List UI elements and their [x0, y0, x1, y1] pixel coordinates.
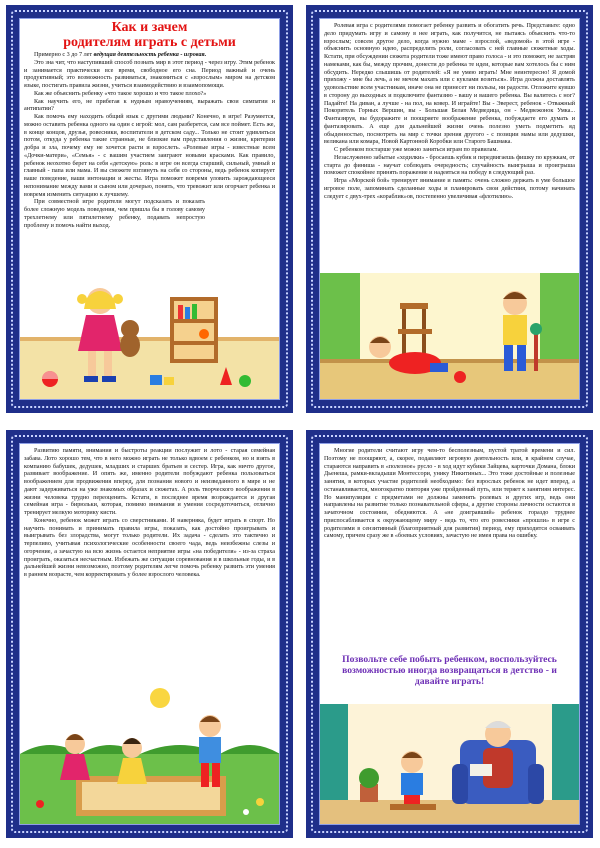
panel-content	[19, 18, 280, 400]
panel-content	[319, 18, 580, 400]
article-text	[24, 52, 275, 230]
panel-role-play	[306, 5, 593, 413]
article-text	[324, 23, 575, 201]
paragraph: Развитию памяти, внимания и быстроты реакции послужит и лото - старая семейная забава. Лото хорошо тем, что в него можно играть не только вдвоем с ребенком, но и взять в компанию бабушек, дедушек, младших и старших братьев и сестер. Игра, как ничто другое, развивает воображение. И опять же, именно родители побуждают ребенка пользоваться воображением для продвижения вперед, для познания нового и неизведанного в мире и не дают задерживаться на уже знакомых образах и сюжетах. А роль творческого воображения в жизни человека трудно переоценить. Кстати, в последнее время возрождается и другая семейная игра - бирюльки, которая, помимо внимания и умения сосредоточиться, отлично тренирует мелкую моторику кисти.	[24, 448, 275, 516]
page-title	[20, 20, 279, 50]
title-line: Как и зачем	[111, 20, 188, 35]
intro-paragraph	[24, 52, 275, 60]
paragraph: Это зна чит, что наступивший способ познать мир в этот период - через игру. Этим ребенок и занимается практически все время, свободное его сна. Период важный и очень продуктивный; это возможность развиваться, знакомиться с «взрослым» миром на детском языке, постигать правила жизни, учиться взаимодействию и взаимопомощи.	[24, 59, 275, 89]
title-line: родителям играть с детьми	[63, 35, 236, 50]
panel-play-with-child	[306, 430, 593, 838]
kids-sandbox-illustration	[20, 684, 280, 824]
paragraph: При совместной игре родители могут подсказать и показать более сложную модель поведения, чем пришла бы в голову самому трехлетнему или пятилетнему ребенку, подавать непростую проблему и помочь найти выход.	[24, 199, 205, 229]
paragraph: Конечно, ребенок может играть со сверстниками. И наверняка, будет играть в спорт. Но научить понимать и принимать правила игры, показать, как достойно проигрывать и выигрывать без злорадства, могут только родители. Их задача - сделать это тактично и терпеливо, учитывая психологические особенности своего чада, ведь неизбежны слезы и огорчение, а зачастую на всю жизнь остается неприятие игры «на победителя» - из-за страха проиграть, оказаться несчастным. Избежать же ситуации соревнования и в школьные годы, и в дальнейшей жизни невозможно, поэтому родителям легче помочь ребенку развить эти умения в раннем возрасте, чем корректировать у более взрослого человека.	[24, 517, 275, 578]
paragraph: Многие родители считают игру чем-то бесполезным, пустой тратой времени и сил. Поэтому не поощряют, а, скорее, подавляют игровую деятельность или, в крайнем случае, стараются направить в «полезное» русло - в ход идут кубики Зайцева, карточки Домана, блоки Дьенеша, рамки-вкладыши Монтессори, унику Никитиных... Это тоже достойные и полезные занятия, в которых участие родителей необходимо: без взрослых ребенок не идет вперед, а останавливается, многократно повторяя уже пройденный путь, или теряет к занятиям интерес. Но манипуляции с предметами не должны заменять ролевых и других игр, ведь они направлены на развитие только познавательной сферы, а другие стороны личности остаются в зачаточном состоянии, обедняются. А «не доигравший» ребенок гораздо труднее приспосабливается к окружающему миру - ведь то, что его ровесники «прошли» в игре с родителями в сензитивный (благоприятный для развития) период, ему приходится осваивать самому, причем сразу же в «боевых условиях, зачастую не имея права на ошибку.	[324, 448, 575, 540]
intro-emphasis: ведущая деятельность ребенка - игровая.	[93, 52, 207, 58]
paragraph: С ребенком постарше уже можно заняться играм по правилам.	[334, 147, 498, 153]
closing-appeal: Позвольте себе побыть ребенком, воспользуйтесь возможностью иногда возвращаться в детство - и давайте играть!	[342, 654, 557, 687]
paragraph: Как же объяснить ребенку «что такое хорошо и что такое плохо?»	[34, 90, 207, 97]
paragraph: Ролевая игра с родителями помогает ребенку развить и обогатить речь. Представьте: одно дело придумать игру и самому в нее играть, как получится, не пытаясь объяснить что-то взрослым; совсем другое дело, когда нужно маме - взрослой, «ведомой» в этой игре - объяснить основную идею, распределить роли, согласовать с ней главные сюжетные ходы. Кстати, при обсуждении сюжета родители тоже имеют право голоса - и это поможет, не застряв намеками, как бы, между прочим, донести до ребенка те идеи, которые вам хотелось бы с ним обсудить. Нередко слышишь от родителей: «Я не умею играть! Мне неинтересно! Я домой прихожу - мне бы лечь, а не мечом махать или с куклами возиться». Игра должна доставлять удовольствие всем участникам, иначе она не принесет ни пользы, ни радости. Отложите кувшо в сторону до выходных и подключите фантазию - вашу и вашего ребенка. Вы валитесь с ног? Падайте! На диван, а лучше - на пол, на ковер. И играйте! Вы - Эверест, ребенок - Отважный Покоритель Горных Вершин, вы - Большая Белая Медведица, он - Медвежонок Умка... Фантазируя, вы будоражите и поощряете воображение ребенка, побуждаете его думать и фантазировать. А еще для дальнейшей жизни очень полезно уметь подметить яд обыденностью, посмотреть на мир с точки зрения другого - с позиции мамы или дедушки, великана или комара, Новой Картонной Коробки или Старого Башмака.	[324, 23, 575, 146]
paragraph: Как помочь ему находить общий язык с другими людьми? Конечно, в игре! Разумеется, можно оставить ребенка одного на один с игрой: мол, сам разберется, сам все поймет. Есть же, в конце концов, друзья, ровесники, воспитатели в детском саду... Только не стоит удивляться потом, откуда у ребенка такие странные, не близкие вам представления о жизни, критерии добра и зла, почему ему не хочется расти и взрослеть. «Ролевые игры - известные всем «Дочки-матери», «Семья» - с вашим участием заиграют новыми красками. Как правило, ребенок неохотно берет на себя «детскую» роль: в игре он всегда старший, сильный, умный и главный - папа или мама. И вы сможете взглянуть на себя со стороны, ведь ребенок копирует ваше поведение, ваши интонации и жесты. Игра поможет вовремя уловить зарождающееся непонимание между вами и сыном или дочерью, понять, что тревожит или огорчает ребенка и вовремя изменить ситуацию к лучшему.	[24, 114, 275, 198]
panel-memory-games	[6, 430, 293, 838]
panel-content	[19, 443, 280, 825]
grandmother-reading-illustration	[320, 704, 580, 824]
kids-playing-illustration	[320, 273, 580, 399]
girl-with-toys-illustration	[20, 279, 280, 399]
panel-content	[319, 443, 580, 825]
article-text	[24, 448, 275, 580]
paragraph: Как научить его, не прибегая к нудным нравоучениям, выражать свои симпатии и антипатии?	[24, 98, 275, 113]
paragraph: Незаслуженно забытые «ходилки» - бросаешь кубик и передвигаешь фишку по кружкам, от старта до финиша - научат соблюдать очередность; случайность выигрыша и проигрыша поможет спокойнее принять поражение и надеяться на победу в следующий раз.	[324, 154, 575, 177]
paragraph: Игра «Морской бой» тренирует внимание и память: очень сложно держать в уме большое игровое поле, запоминать сделанные ходы и планировать свои действия, потому начинать следует с двух-трех «кораблик»ов, постепенно увеличивая «флотилию».	[324, 178, 575, 200]
article-text	[324, 448, 575, 541]
panel-how-and-why	[6, 5, 293, 413]
intro-text: Примерно с 3 до 7 лет	[34, 52, 94, 58]
